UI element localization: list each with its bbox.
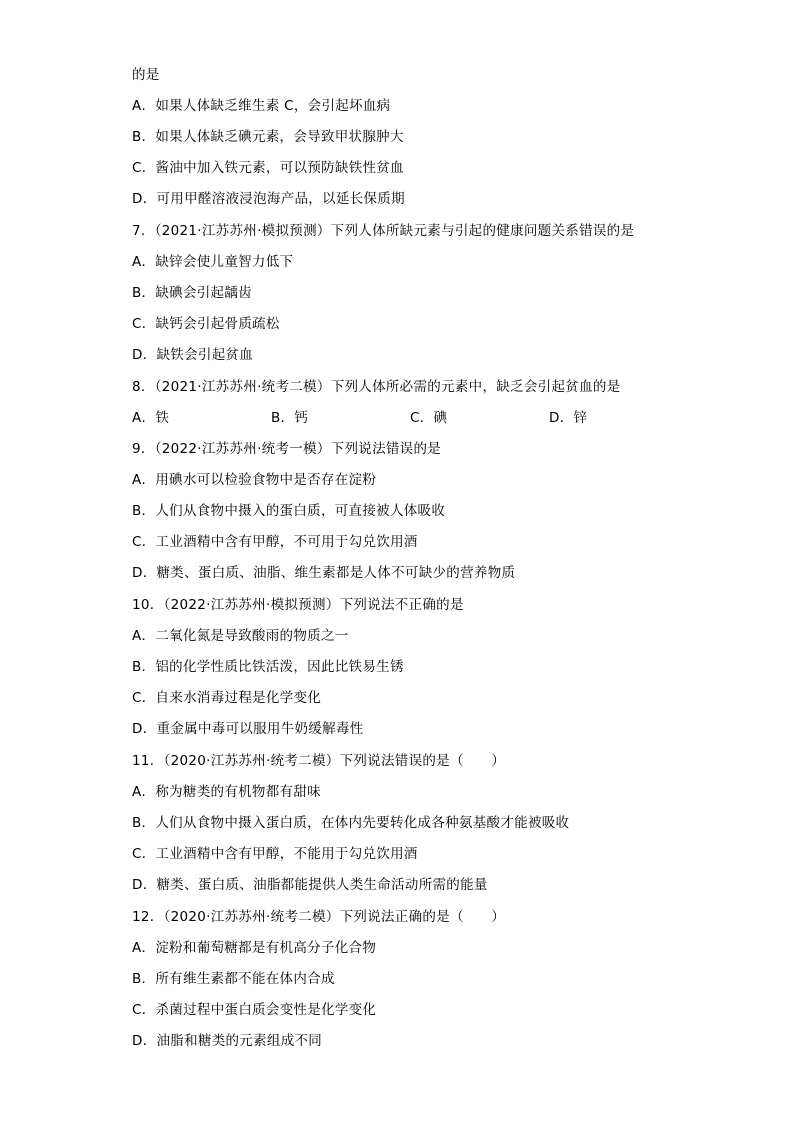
q8-option-a: A．铁 [132, 410, 170, 426]
q11-option-a: A．称为糖类的有机物都有甜味 [132, 784, 321, 800]
q10-option-c: C．自来水消毒过程是化学变化 [132, 690, 322, 706]
q9-option-a: A．用碘水可以检验食物中是否存在淀粉 [132, 472, 377, 488]
q7-option-d: D．缺铁会引起贫血 [132, 347, 254, 363]
q6-option-b: B．如果人体缺乏碘元素，会导致甲状腺肿大 [132, 129, 404, 145]
q10-option-a: A．二氧化氮是导致酸雨的物质之一 [132, 628, 349, 644]
q8-option-c: C．碘 [410, 410, 448, 426]
question-7-stem: 7．（2021·江苏苏州·模拟预测）下列人体所缺元素与引起的健康问题关系错误的是 [132, 223, 635, 239]
q7-option-c: C．缺钙会引起骨质疏松 [132, 316, 280, 332]
question-6-stem-continuation: 的是 [132, 67, 160, 83]
q11-option-b: B．人们从食物中摄入蛋白质，在体内先要转化成各种氨基酸才能被吸收 [132, 815, 570, 831]
question-9-stem: 9．（2022·江苏苏州·统考一模）下列说法错误的是 [132, 441, 442, 457]
q12-option-b: B．所有维生素都不能在体内合成 [132, 971, 335, 987]
q10-option-d: D．重金属中毒可以服用牛奶缓解毒性 [132, 721, 364, 737]
q6-option-a: A．如果人体缺乏维生素 C，会引起坏血病 [132, 98, 391, 114]
q8-option-d: D．锌 [549, 410, 588, 426]
q7-option-a: A．缺锌会使儿童智力低下 [132, 254, 294, 270]
q11-option-c: C．工业酒精中含有甲醇，不能用于勾兑饮用酒 [132, 846, 418, 862]
q9-option-d: D．糖类、蛋白质、油脂、维生素都是人体不可缺少的营养物质 [132, 565, 516, 581]
q10-option-b: B．铝的化学性质比铁活泼，因此比铁易生锈 [132, 659, 404, 675]
q8-option-b: B．钙 [271, 410, 309, 426]
question-12-stem: 12．（2020·江苏苏州·统考二模）下列说法正确的是（ ） [132, 909, 506, 925]
q7-option-b: B．缺碘会引起龋齿 [132, 285, 252, 301]
question-11-stem: 11．（2020·江苏苏州·统考二模）下列说法错误的是（ ） [132, 753, 506, 769]
q6-option-c: C．酱油中加入铁元素，可以预防缺铁性贫血 [132, 160, 404, 176]
q12-option-c: C．杀菌过程中蛋白质会变性是化学变化 [132, 1002, 377, 1018]
question-8-stem: 8．（2021·江苏苏州·统考二模）下列人体所必需的元素中，缺乏会引起贫血的是 [132, 379, 621, 395]
q6-option-d: D．可用甲醛溶液浸泡海产品，以延长保质期 [132, 191, 405, 207]
q12-option-d: D．油脂和糖类的元素组成不同 [132, 1033, 323, 1049]
q12-option-a: A．淀粉和葡萄糖都是有机高分子化合物 [132, 940, 377, 956]
q9-option-c: C．工业酒精中含有甲醇，不可用于勾兑饮用酒 [132, 534, 418, 550]
question-10-stem: 10．（2022·江苏苏州·模拟预测）下列说法不正确的是 [132, 597, 464, 613]
q11-option-d: D．糖类、蛋白质、油脂都能提供人类生命活动所需的能量 [132, 877, 488, 893]
q9-option-b: B．人们从食物中摄入的蛋白质，可直接被人体吸收 [132, 503, 446, 519]
